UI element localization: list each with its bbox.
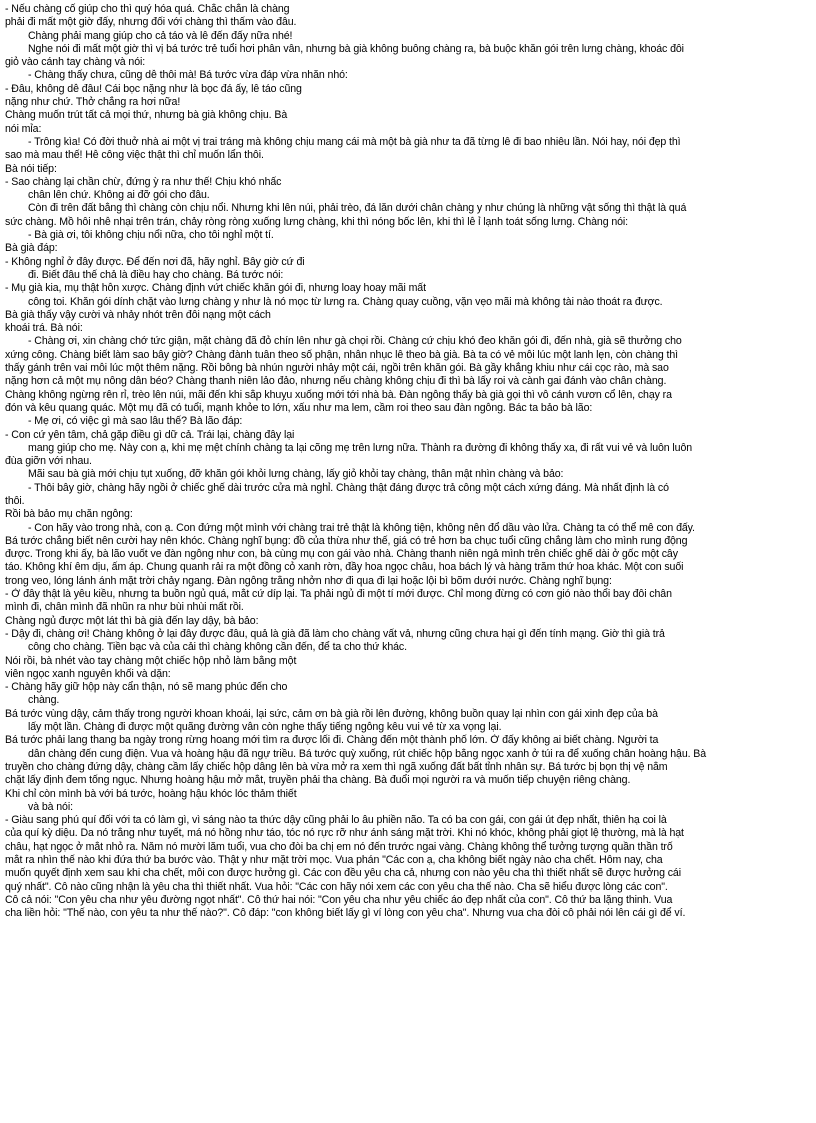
text-line: thôi. — [5, 494, 25, 507]
text-line: mang giúp cho mẹ. Này con ạ, khi mẹ mệt chính chàng ta lại cõng mẹ trên lưng nữa. Thành ra đường đi không thấy xa, đi rất vui vẻ và luôn luôn — [28, 441, 693, 454]
text-line: châu, hạt ngọc ở mắt nhỏ ra. Năm nó mười lăm tuổi, vua cho đòi ba chị em nó đến trước ngai vàng. Chàng không thể tưởng tượng quần thần trố — [5, 840, 673, 853]
text-line: Bà nói tiếp: — [5, 162, 57, 175]
text-line: quý nhất". Cô nào cũng nhận là yêu cha thì thiết nhất. Vua hỏi: "Các con hãy nói xem các con yêu cha thế nào. Cha sẽ hiểu được lòng các con". — [5, 880, 668, 893]
text-line: đón và kêu quang quác. Một mụ đã có tuổi, mạnh khỏe to lớn, xấu như ma lem, cầm roi theo sau đàn ngỗng. Bác ta bảo bà lão: — [5, 401, 593, 414]
document-page — [5, 3, 811, 920]
text-line: đùa giỡn với nhau. — [5, 455, 92, 468]
text-line: dẫn chàng đến cung điện. Vua và hoàng hậu đã ngự triều. Bá tước quỳ xuống, rút chiếc hộp bằng ngọc xanh ở túi ra để xuống chân hoàng hậu. Bà — [28, 747, 707, 760]
text-line: xứng công. Chàng biết làm sao bây giờ? Chàng đành tuân theo số phận, nhẫn nhục lê theo bà già. Bà ta có vẻ mỗi lúc một lanh lẹn, còn chàng thì — [5, 348, 679, 361]
text-line: - Sao chàng lại chần chừ, đứng ỳ ra như thế! Chịu khó nhấc — [5, 175, 282, 188]
text-line: thấy gánh trên vai mỗi lúc một thêm nặng. Rồi bỗng bà nhún người nhảy một cái, ngồi trên khăn gói. Bà gầy khẳng khiu như cái cọc rào, mà sao — [5, 362, 669, 375]
text-line: chàng. — [28, 694, 60, 707]
text-line: - Bà già ơi, tôi không chịu nổi nữa, cho tôi nghỉ một tí. — [28, 229, 274, 242]
text-line: - Không nghỉ ở đây được. Để đến nơi đã, hãy nghỉ. Bây giờ cứ đi — [5, 255, 305, 268]
text-line: sức chàng. Mồ hôi nhễ nhại trên trán, chảy ròng ròng xuống lưng chàng, khi thì nóng bốc lên, khi thì lễ ỉ lạnh toát sống lưng. Chàng nói: — [5, 215, 629, 228]
text-line: Bá tước phải lang thang ba ngày trong rừng hoang mới tìm ra được lối đi. Chàng đến một thành phố lớn. Ở đấy không ai biết chàng. Người ta — [5, 734, 659, 747]
text-line: muốn quyết định xem sau khi cha chết, mỗi con được hưởng gì. Các con đều yêu cha cả, nhưng con nào yêu cha thì thiết nhất sẽ được hưởng cái — [5, 867, 681, 880]
text-line: - Trông kìa! Có đời thuở nhà ai một vị trai tráng mà không chịu mang cái mà một bà già như ta đã từng lê đi bao nhiêu lần. Nói hay, nói đẹp thì — [28, 135, 681, 148]
text-line: Chàng phải mang giúp cho cả táo và lê đến đấy nữa nhé! — [28, 29, 293, 42]
text-line: của quí kỳ diệu. Da nó trắng như tuyết, má nó hồng như táo, tóc nó rực rỡ như ánh sáng mặt trời. Khi nó khóc, không phải giọt lệ thường, mà là hạt — [5, 827, 684, 840]
text-line: - Mụ già kia, mụ thật hỗn xược. Chàng định vứt chiếc khăn gói đi, nhưng loay hoay mãi mất — [5, 282, 426, 295]
text-line: chặt lấy định đem tống ngục. Nhưng hoàng hậu mở mắt, truyền phải tha chàng. Bà đuổi mọi người ra và muốn tiếp chuyện riêng chàng. — [5, 774, 631, 787]
text-line: mắt ra nhìn thế nào khi đứa thứ ba bước vào. Thật y như mặt trời mọc. Vua phán "Các con ạ, cha không biết ngày nào cha chết. Hôm nay, cha — [5, 854, 663, 866]
text-line: - Nếu chàng cố giúp cho thì quý hóa quá. Chắc chắn là chàng — [5, 3, 290, 15]
text-line: lấy một lần. Chàng đi được một quãng đường vẫn còn nghe thấy tiếng ngỗng kêu vui vẻ từ xa vọng lại. — [28, 721, 502, 734]
text-line: Bá tước chẳng biết nên cười hay nên khóc. Chàng nghĩ bụng: đồ của thừa như thế, giá có trẻ hơn ba chục tuổi cũng chẳng làm cho mình rung động — [5, 534, 688, 547]
text-line: Mãi sau bà già mới chịu tụt xuống, đỡ khăn gói khỏi lưng chàng, lấy giỏ khỏi tay chàng, thân mật nhìn chàng và bảo: — [28, 468, 564, 481]
text-line: cha liền hỏi: "Thế nào, con yêu ta như thế nào?". Cô đáp: "con không biết lấy gì ví lòng con yêu cha". Nhưng vua cha đòi cô phải nói lên cái gì để ví. — [5, 907, 686, 920]
text-line: nặng hơn cả một mụ nông dân béo? Chàng thanh niên lảo đảo, nhưng nếu chàng không chịu đi thì bà lấy roi và cành gai đánh vào chân chàng. — [5, 375, 667, 388]
text-line: chân lên chứ. Không ai đỡ gói cho đâu. — [28, 189, 210, 202]
text-line: - Giàu sang phú quí đối với ta có làm gì, vì sáng nào ta thức dậy cũng phải lo âu phiền não. Ta có ba con gái, con gái út đẹp nhất, thiên hạ coi là — [5, 814, 667, 827]
text-line: Nói rồi, bà nhét vào tay chàng một chiếc hộp nhỏ làm bằng một — [5, 654, 297, 667]
text-line: - Thôi bây giờ, chàng hãy ngồi ở chiếc ghế dài trước cửa mà nghỉ. Chàng thật đáng được trả công một cách xứng đáng. Mà nhất định là có — [28, 481, 669, 494]
text-line: và bà nói: — [28, 800, 73, 813]
text-line: giỏ vào cánh tay chàng và nói: — [5, 56, 146, 69]
text-line: Chàng không ngừng rên rỉ, trèo lên núi, mãi đến khi sắp khuỵu xuống mới tới nhà bà. Đàn ngỗng thấy bà già gọi thì vỗ cánh vươn cổ lên, chạy ra — [5, 388, 672, 401]
text-line: truyền cho chàng đứng dậy, chàng cầm lấy chiếc hộp dâng lên bà vừa mở ra xem thì ngã xuống đất bất tỉnh nhân sự. Bá tước bị bọn thị vệ nắm — [5, 760, 668, 773]
text-line: - Chàng ơi, xin chàng chớ tức giận, mặt chàng đã đỏ chín lên như gà chọi rồi. Chàng cứ chịu khó đeo khăn gói đi, đến nhà, già sẽ thưởng cho — [28, 335, 682, 348]
text-line: Rồi bà bảo mụ chăn ngỗng: — [5, 508, 133, 521]
text-line: - Ở đây thật là yêu kiều, nhưng ta buồn ngủ quá, mắt cứ díp lại. Ta phải ngủ đi một tí mới được. Chỉ mong đừng có cơn gió nào thổi bay đôi chân — [5, 588, 672, 601]
text-line: - Dậy đi, chàng ơi! Chàng không ở lại đây được đâu, quả là già đã làm cho chàng vất vả, nhưng cũng chưa hại gì đến tính mạng. Giờ thì già trả — [5, 627, 665, 640]
text-line: Chàng muốn trút tất cả mọi thứ, nhưng bà già không chịu. Bà — [5, 109, 288, 122]
text-line: mình đi, chân mình đã nhũn ra như bùi nhùi mất rồi. — [5, 601, 244, 614]
text-line: Cô cả nói: "Con yêu cha như yêu đường ngọt nhất". Cô thứ hai nói: "Con yêu cha như yêu chiếc áo đẹp nhất của con". Cô thứ ba lặng thinh. Vua — [5, 893, 673, 906]
text-line: công cho chàng. Tiền bạc và của cải thì chàng không cần đến, để ta cho thứ khác. — [28, 641, 407, 654]
text-line: - Mẹ ơi, có việc gì mà sao lâu thế? Bà lão đáp: — [28, 415, 243, 428]
text-line: - Đâu, không dễ đâu! Cái bọc nặng như là bọc đá ấy, lê táo cũng — [5, 82, 302, 95]
text-line: viên ngọc xanh nguyên khối và dặn: — [5, 667, 171, 680]
text-line: Nghe nói đi mất một giờ thì vị bá tước trẻ tuổi hơi phân vân, nhưng bà già không buông chàng ra, bà buộc khăn gói trên lưng chàng, khoác đôi — [28, 42, 684, 55]
text-line: đi. Biết đâu thế chả là điều hay cho chàng. Bá tước nói: — [28, 268, 284, 281]
text-line: Bà già đáp: — [5, 242, 58, 255]
text-line: - Con cứ yên tâm, chả gặp điều gì dữ cả. Trái lại, chàng đây lại — [5, 428, 295, 441]
text-line: được. Trong khi ấy, bà lão vuốt ve đàn ngỗng như con, bà cùng mụ con gái vào nhà. Chàng thanh niên ngả mình trên chiếc ghế dài ở gốc một cây — [5, 548, 678, 561]
text-line: khoái trá. Bà nói: — [5, 322, 83, 335]
text-line: nặng như chứ. Thở chẳng ra hơi nữa! — [5, 96, 181, 109]
text-line: Bà già thấy vậy cười và nhảy nhót trên đôi nạng một cách — [5, 308, 271, 321]
text-line: sao mà mau thế! Hễ công việc thật thì chỉ muốn lẩn thôi. — [5, 149, 264, 162]
text-line: Còn đi trên đất bằng thì chàng còn chịu nổi. Nhưng khi lên núi, phải trèo, đá lăn dưới chân chàng y như chúng là những vật sống thì thật là quá — [28, 202, 687, 215]
text-line: táo. Không khí êm dịu, ấm áp. Chung quanh rải ra một đồng cỏ xanh rờn, đầy hoa ngọc châu, hoa bách lý và hàng trăm thứ hoa khác. Một con suối — [5, 561, 684, 574]
text-line: - Con hãy vào trong nhà, con ạ. Con đứng một mình với chàng trai trẻ thật là không tiện, không nên đổ dầu vào lửa. Chàng ta có thể mê con đấy. — [28, 521, 695, 534]
text-line: - Chàng thấy chưa, cũng dễ thôi mà! Bá tước vừa đáp vừa nhăn nhó: — [28, 69, 348, 82]
text-line: công toi. Khăn gói dính chặt vào lưng chàng y như là nó mọc từ lưng ra. Chàng quay cuồng, vặn vẹo mãi mà không tài nào thoát ra được. — [28, 295, 663, 308]
text-line: Chàng ngủ được một lát thì bà già đến lay dậy, bà bảo: — [5, 614, 259, 627]
text-line: nói mỉa: — [5, 122, 42, 135]
text-line: phải đi mất một giờ đấy, nhưng đối với chàng thì thấm vào đâu. — [5, 16, 297, 29]
text-line: Khi chỉ còn mình bà với bá tước, hoàng hậu khóc lóc thảm thiết — [5, 787, 297, 800]
text-line: trong veo, lóng lánh ánh mặt trời chảy ngang. Đàn ngỗng trắng nhởn nhơ đi qua đi lại hoặc lội bì bõm dưới nước. Chàng nghĩ bụng: — [5, 574, 612, 587]
text-line: - Chàng hãy giữ hộp này cẩn thận, nó sẽ mang phúc đến cho — [5, 681, 288, 694]
text-line: Bá tước vùng dậy, cảm thấy trong người khoan khoái, lại sức, cảm ơn bà già rồi lên đường, không buồn quay lại nhìn con gái xinh đẹp của bà — [5, 707, 658, 720]
